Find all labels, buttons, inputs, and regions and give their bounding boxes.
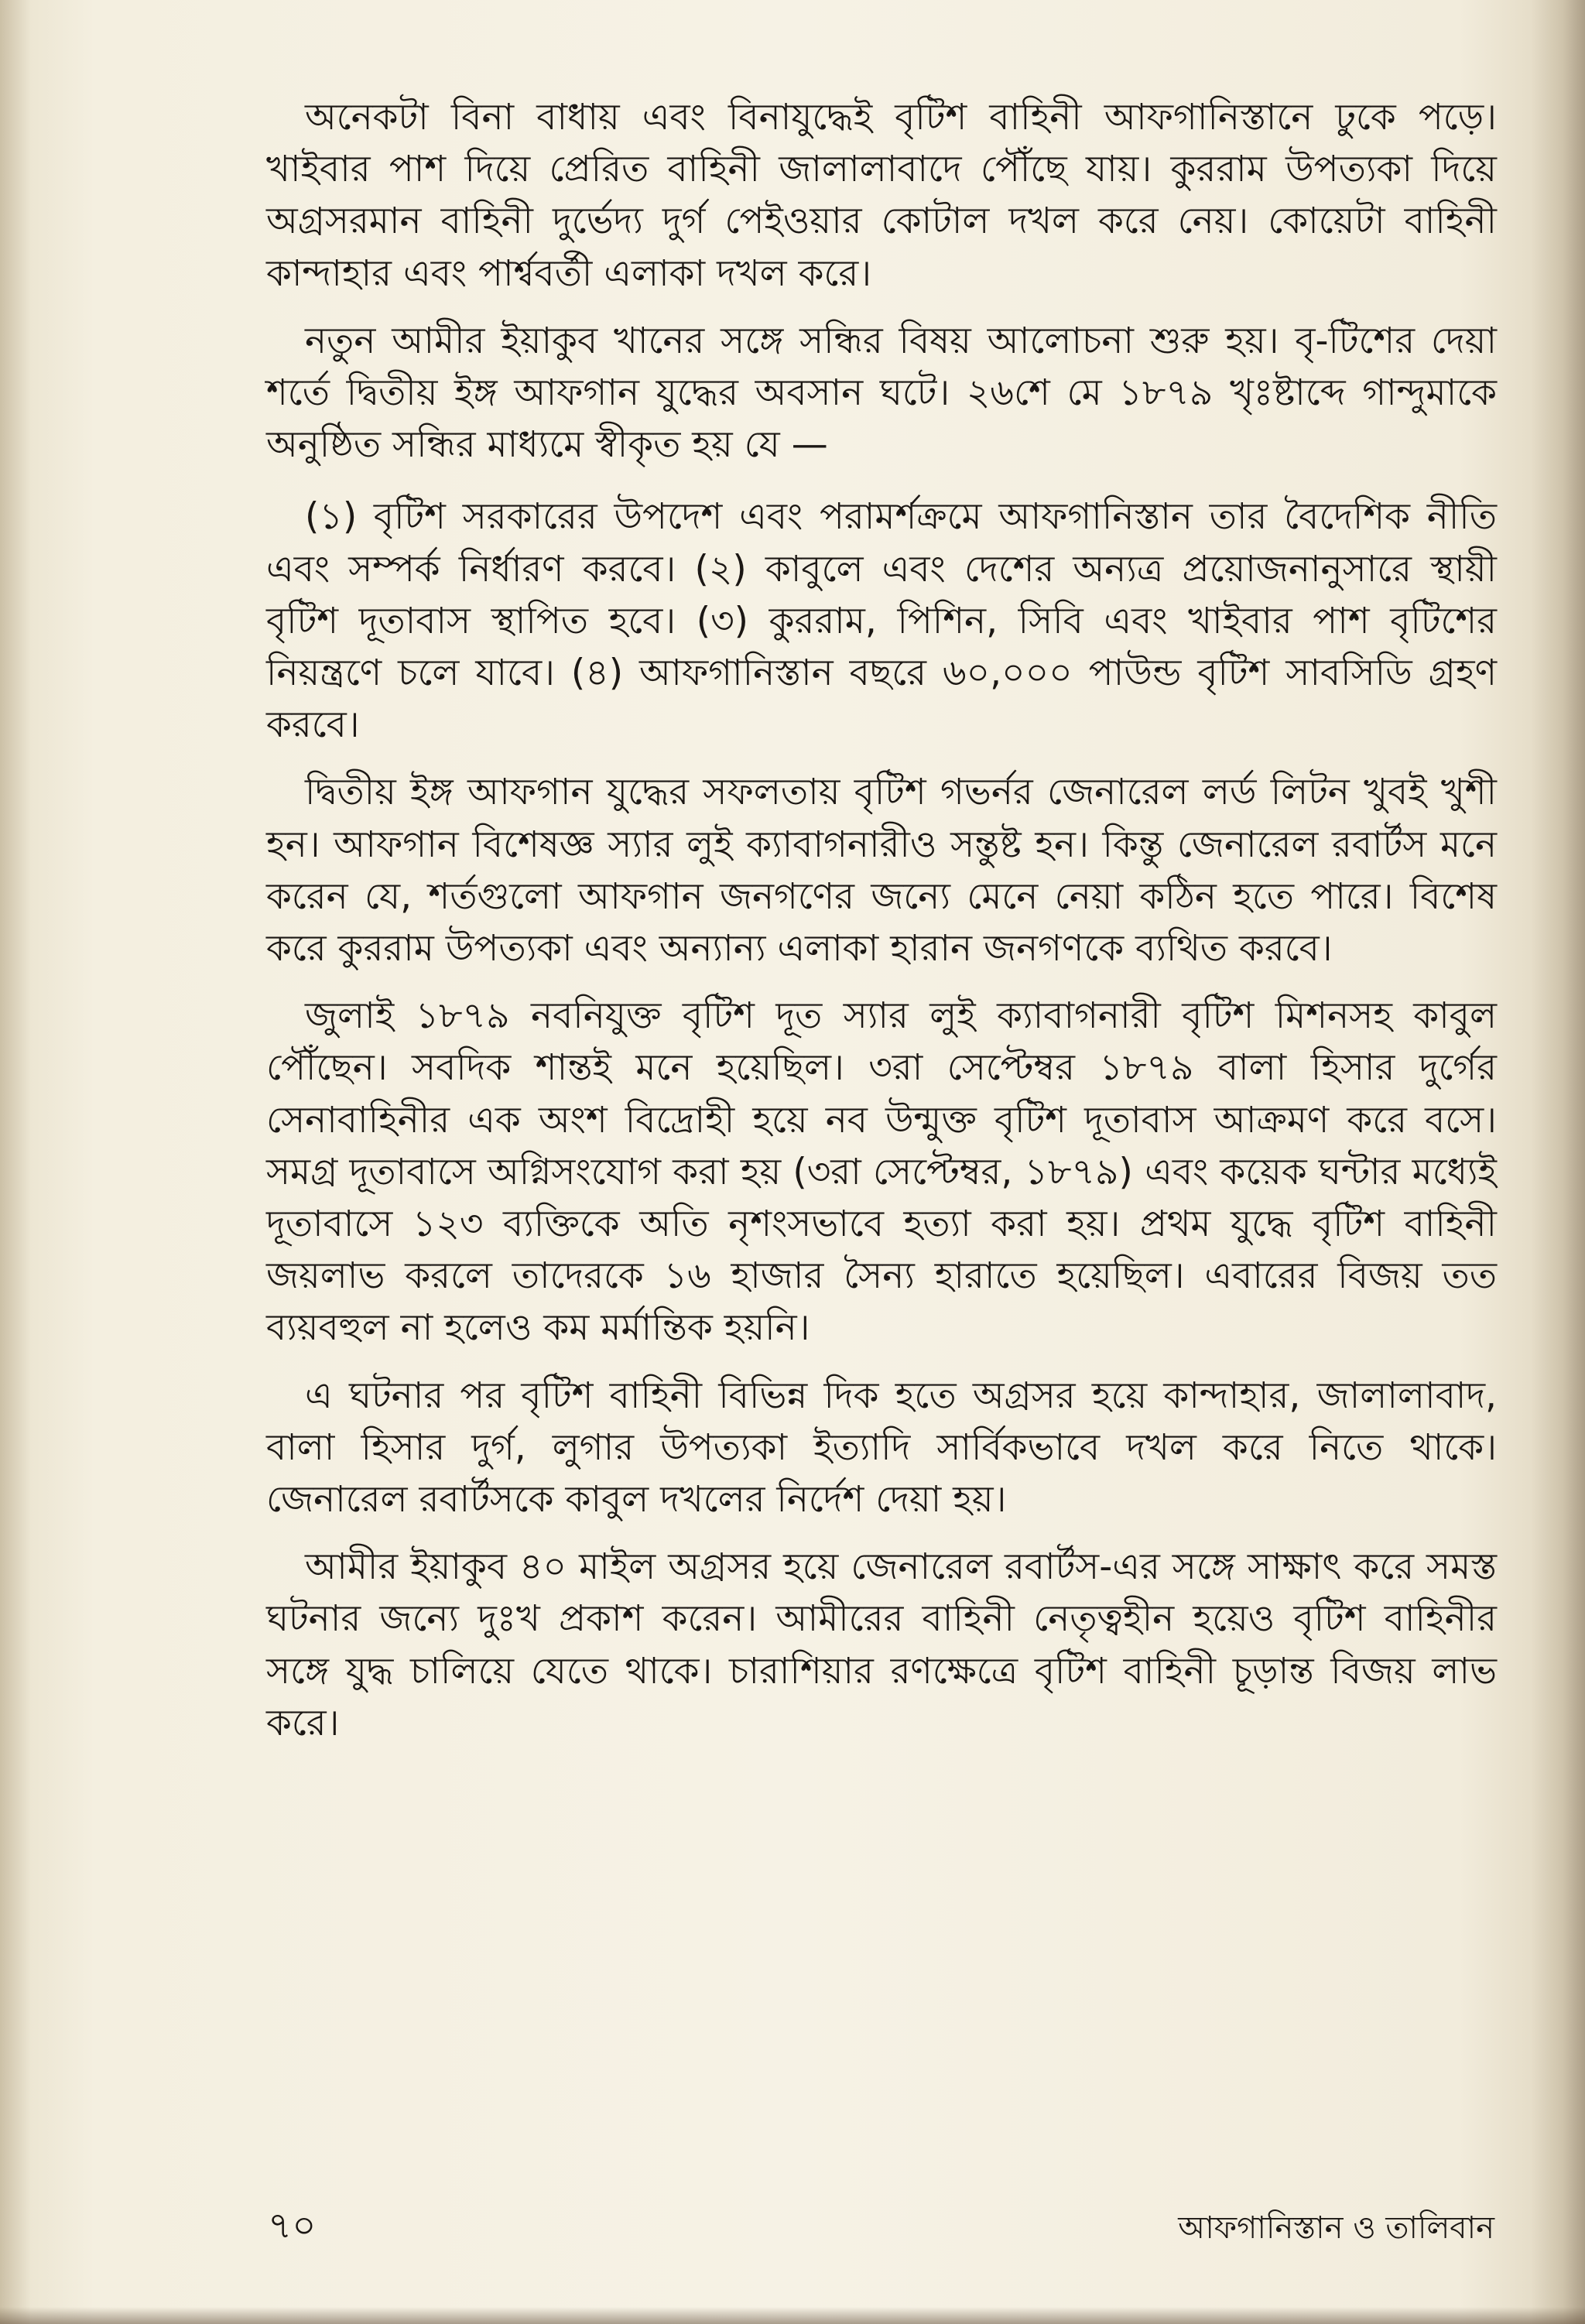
page-edge-shadow [1531, 0, 1585, 2324]
running-title: আফগানিস্তান ও তালিবান [1178, 2210, 1494, 2246]
body-text [266, 91, 1497, 1764]
paragraph-final-victory: আমীর ইয়াকুব ৪০ মাইল অগ্রসর হয়ে জেনারেল রবার্টস-এর সঙ্গে সাক্ষাৎ করে সমস্ত ঘটনার জন্যে দুঃখ প্রকাশ করেন। আমীরের বাহিনী নেতৃত্বহীন হয়েও বৃটিশ বাহিনীর সঙ্গে যুদ্ধ চালিয়ে যেতে থাকে। চারাশিয়ার রণক্ষেত্রে বৃটিশ বাহিনী চূড়ান্ত বিজয় লাভ করে। [266, 1545, 1497, 1744]
binding-shadow [0, 0, 31, 2324]
page-bottom-shadow [0, 2307, 1585, 2324]
page-number: ৭০ [268, 2204, 317, 2247]
paragraph-british-occupation: এ ঘটনার পর বৃটিশ বাহিনী বিভিন্ন দিক হতে অগ্রসর হয়ে কান্দাহার, জালালাবাদ, বালা হিসার দুর্গ, লুগার উপত্যকা ইত্যাদি সার্বিকভাবে দখল করে নিতে থাকে। জেনারেল রবার্টসকে কাবুল দখলের নির্দেশ দেয়া হয়। [266, 1374, 1497, 1521]
paragraph-lytton-reaction: দ্বিতীয় ইঙ্গ আফগান যুদ্ধের সফলতায় বৃটিশ গভর্নর জেনারেল লর্ড লিটন খুবই খুশী হন। আফগান বিশেষজ্ঞ স্যার লুই ক্যাবাগনারীও সন্তুষ্ট হন। কিন্তু জেনারেল রবার্টস মনে করেন যে, শর্তগুলো আফগান জনগণের জন্যে মেনে নেয়া কঠিন হতে পারে। বিশেষ করে কুররাম উপত্যকা এবং অন্যান্য এলাকা হারান জনগণকে ব্যথিত করবে। [266, 771, 1497, 970]
page-footer [268, 2198, 1494, 2259]
paragraph-treaty-terms: (১) বৃটিশ সরকারের উপদেশ এবং পরামর্শক্রমে আফগানিস্তান তার বৈদেশিক নীতি এবং সম্পর্ক নির্ধারণ করবে। (২) কাবুলে এবং দেশের অন্যত্র প্রয়োজনানুসারে স্থায়ী বৃটিশ দূতাবাস স্থাপিত হবে। (৩) কুররাম, পিশিন, সিবি এবং খাইবার পাশ বৃটিশের নিয়ন্ত্রণে চলে যাবে। (৪) আফগানিস্তান বছরে ৬০,০০০ পাউন্ড বৃটিশ সাবসিডি গ্রহণ করবে। [266, 495, 1497, 747]
paragraph-embassy-attack: জুলাই ১৮৭৯ নবনিযুক্ত বৃটিশ দূত স্যার লুই ক্যাবাগনারী বৃটিশ মিশনসহ কাবুল পৌঁছেন। সবদিক শান্তই মনে হয়েছিল। ৩রা সেপ্টেম্বর ১৮৭৯ বালা হিসার দুর্গের সেনাবাহিনীর এক অংশ বিদ্রোহী হয়ে নব উন্মুক্ত বৃটিশ দূতাবাস আক্রমণ করে বসে। সমগ্র দূতাবাসে অগ্নিসংযোগ করা হয় (৩রা সেপ্টেম্বর, ১৮৭৯) এবং কয়েক ঘন্টার মধ্যেই দূতাবাসে ১২৩ ব্যক্তিকে অতি নৃশংসভাবে হত্যা করা হয়। প্রথম যুদ্ধে বৃটিশ বাহিনী জয়লাভ করলে তাদেরকে ১৬ হাজার সৈন্য হারাতে হয়েছিল। এবারের বিজয় তত ব্যয়বহুল না হলেও কম মর্মান্তিক হয়নি। [266, 994, 1497, 1350]
paragraph-treaty-talks: নতুন আমীর ইয়াকুব খানের সঙ্গে সন্ধির বিষয় আলোচনা শুরু হয়। বৃ-টিশের দেয়া শর্তে দ্বিতীয় ইঙ্গ আফগান যুদ্ধের অবসান ঘটে। ২৬শে মে ১৮৭৯ খৃঃষ্টাব্দে গান্দুমাকে অনুষ্ঠিত সন্ধির মাধ্যমে স্বীকৃত হয় যে — [266, 319, 1497, 467]
paragraph-british-advance: অনেকটা বিনা বাধায় এবং বিনাযুদ্ধেই বৃটিশ বাহিনী আফগানিস্তানে ঢুকে পড়ে। খাইবার পাশ দিয়ে প্রেরিত বাহিনী জালালাবাদে পৌঁছে যায়। কুররাম উপত্যকা দিয়ে অগ্রসরমান বাহিনী দুর্ভেদ্য দুর্গ পেইওয়ার কোটাল দখল করে নেয়। কোয়েটা বাহিনী কান্দাহার এবং পার্শ্ববর্তী এলাকা দখল করে। [266, 96, 1497, 295]
